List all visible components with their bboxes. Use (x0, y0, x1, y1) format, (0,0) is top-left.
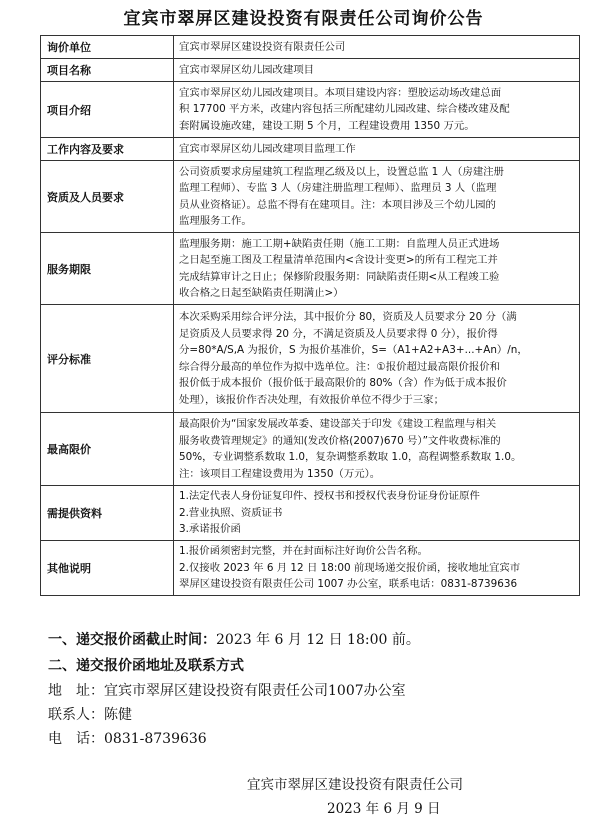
row-label: 最高限价 (41, 413, 174, 486)
row-content (174, 36, 580, 59)
table-row (41, 486, 580, 541)
contact-line: 联系人：陈健 (48, 707, 132, 723)
content-line: 处理），该报价作否决处理，有效报价单位不得少于三家； (179, 393, 444, 406)
table-row (41, 413, 580, 486)
content-line: 积 17700 平方米，改建内容包括三所配建幼儿园改建、综合楼改建及配 (179, 103, 510, 116)
content-line: 注：该项目工程建设费用为 1350（万元）。 (179, 467, 381, 480)
row-label: 项目名称 (41, 59, 174, 82)
table-row (41, 138, 580, 161)
row-content (174, 233, 580, 305)
table-row (41, 82, 580, 138)
content-line: 翠屏区建设投资有限责任公司 1007 办公室，联系电话：0831-8739636 (179, 578, 518, 591)
table-row (41, 233, 580, 305)
content-line: 监理工程师）、专监 3 人（房建注册监理工程师）、监理员 3 人（监理 (179, 182, 497, 194)
row-content (174, 82, 580, 138)
table-row (41, 541, 580, 596)
content-line: 服务收费管理规定》的通知(发改价格(2007)670 号）”文件收费标准的 (179, 434, 501, 447)
row-label: 询价单位 (41, 36, 174, 59)
content-line: 50%，专业调整系数取 1.0，复杂调整系数取 1.0，高程调整系数取 1.0。 (179, 451, 522, 463)
content-line: 本次采购采用综合评分法，其中报价分 80，资质及人员要求分 20 分（满 (179, 311, 517, 323)
content-line: 完成结算审计之日止；保修阶段服务期：同缺陷责任期<从工程竣工验 (179, 270, 500, 283)
content-line: 2.仅接收 2023 年 6 月 12 日 18:00 前现场递交报价函，接收地址宜宾市 (179, 561, 521, 574)
table-row (41, 305, 580, 413)
content-line: 之日起至施工图及工程量清单范围内<含设计变更>的所有工程完工并 (179, 254, 498, 266)
row-label: 项目介绍 (41, 82, 174, 138)
content-line: 分=80*A/S,A 为报价，S 为报价基准价，S=（A1+A2+A3+...+An）/n， (179, 344, 528, 356)
notice-title: 宜宾市翠屏区建设投资有限责任公司询价公告 (123, 9, 484, 29)
content-line: 监理服务工作。 (179, 215, 252, 227)
content-line: 宜宾市翠屏区建设投资有限责任公司 (179, 40, 346, 53)
row-label: 服务期限 (41, 233, 174, 305)
content-line: 套附属设施改建，建设工期 5 个月，工程建设费用 1350 万元。 (179, 119, 475, 132)
row-label: 需提供资料 (41, 486, 174, 541)
row-label: 其他说明 (41, 541, 174, 596)
row-content (174, 541, 580, 596)
row-content (174, 486, 580, 541)
signature-company: 宜宾市翠屏区建设投资有限责任公司 (247, 777, 463, 793)
deadline-value: 2023 年 6 月 12 日 18:00 前。 (216, 632, 420, 648)
address-section-heading: 二、递交报价函地址及联系方式 (48, 658, 244, 674)
content-line: 2.营业执照、资质证书 (179, 506, 283, 519)
content-line: 1.法定代表人身份证复印件、授权书和授权代表身份证身份证原件 (179, 490, 480, 503)
address-line: 地 址：宜宾市翠屏区建设投资有限责任公司1007办公室 (48, 683, 406, 699)
content-line: 足资质及人员要求得 20 分，不满足资质及人员要求得 0 分），报价得 (179, 327, 498, 340)
content-line: 员从业资格证）。总监不得有在建项目。注：本项目涉及三个幼儿园的 (179, 198, 496, 211)
row-label: 评分标准 (41, 305, 174, 413)
content-line: 公司资质要求房屋建筑工程监理乙级及以上，设置总监 1 人（房建注册 (179, 165, 504, 178)
content-line: 3.承诺报价函 (179, 523, 241, 536)
signature-date: 2023 年 6 月 9 日 (327, 801, 441, 817)
phone-line: 电 话：0831-8739636 (48, 731, 207, 747)
deadline-heading: 一、递交报价函截止时间： (48, 632, 216, 648)
deadline-line (48, 629, 420, 649)
row-content (174, 305, 580, 413)
table-row (41, 36, 580, 59)
table-row (41, 161, 580, 233)
row-content (174, 413, 580, 486)
inquiry-table (40, 35, 580, 596)
row-label: 工作内容及要求 (41, 138, 174, 161)
content-line: 报价低于成本报价（报价低于最高限价的 80%（含）作为低于成本报价 (179, 377, 507, 389)
content-line: 收合格之日起至缺陷责任期满止>） (179, 287, 344, 299)
content-line: 宜宾市翠屏区幼儿园改建项目。本项目建设内容：塑胶运动场改建总面 (179, 86, 502, 99)
row-content (174, 161, 580, 233)
row-content (174, 138, 580, 161)
content-line: 监理服务期：施工工期+缺陷责任期（施工工期：自监理人员正式进场 (179, 237, 500, 250)
content-line: 1.报价函须密封完整，并在封面标注好询价公告名称。 (179, 545, 428, 558)
content-line: 宜宾市翠屏区幼儿园改建项目监理工作 (179, 142, 356, 155)
row-content (174, 59, 580, 82)
content-line: 综合得分最高的单位作为拟中选单位。注：①报价超过最高限价报价和 (179, 360, 501, 373)
content-line: 最高限价为“国家发展改革委、建设部关于印发《建设工程监理与相关 (179, 418, 497, 430)
content-line: 宜宾市翠屏区幼儿园改建项目 (179, 63, 315, 76)
row-label: 资质及人员要求 (41, 161, 174, 233)
table-row (41, 59, 580, 82)
